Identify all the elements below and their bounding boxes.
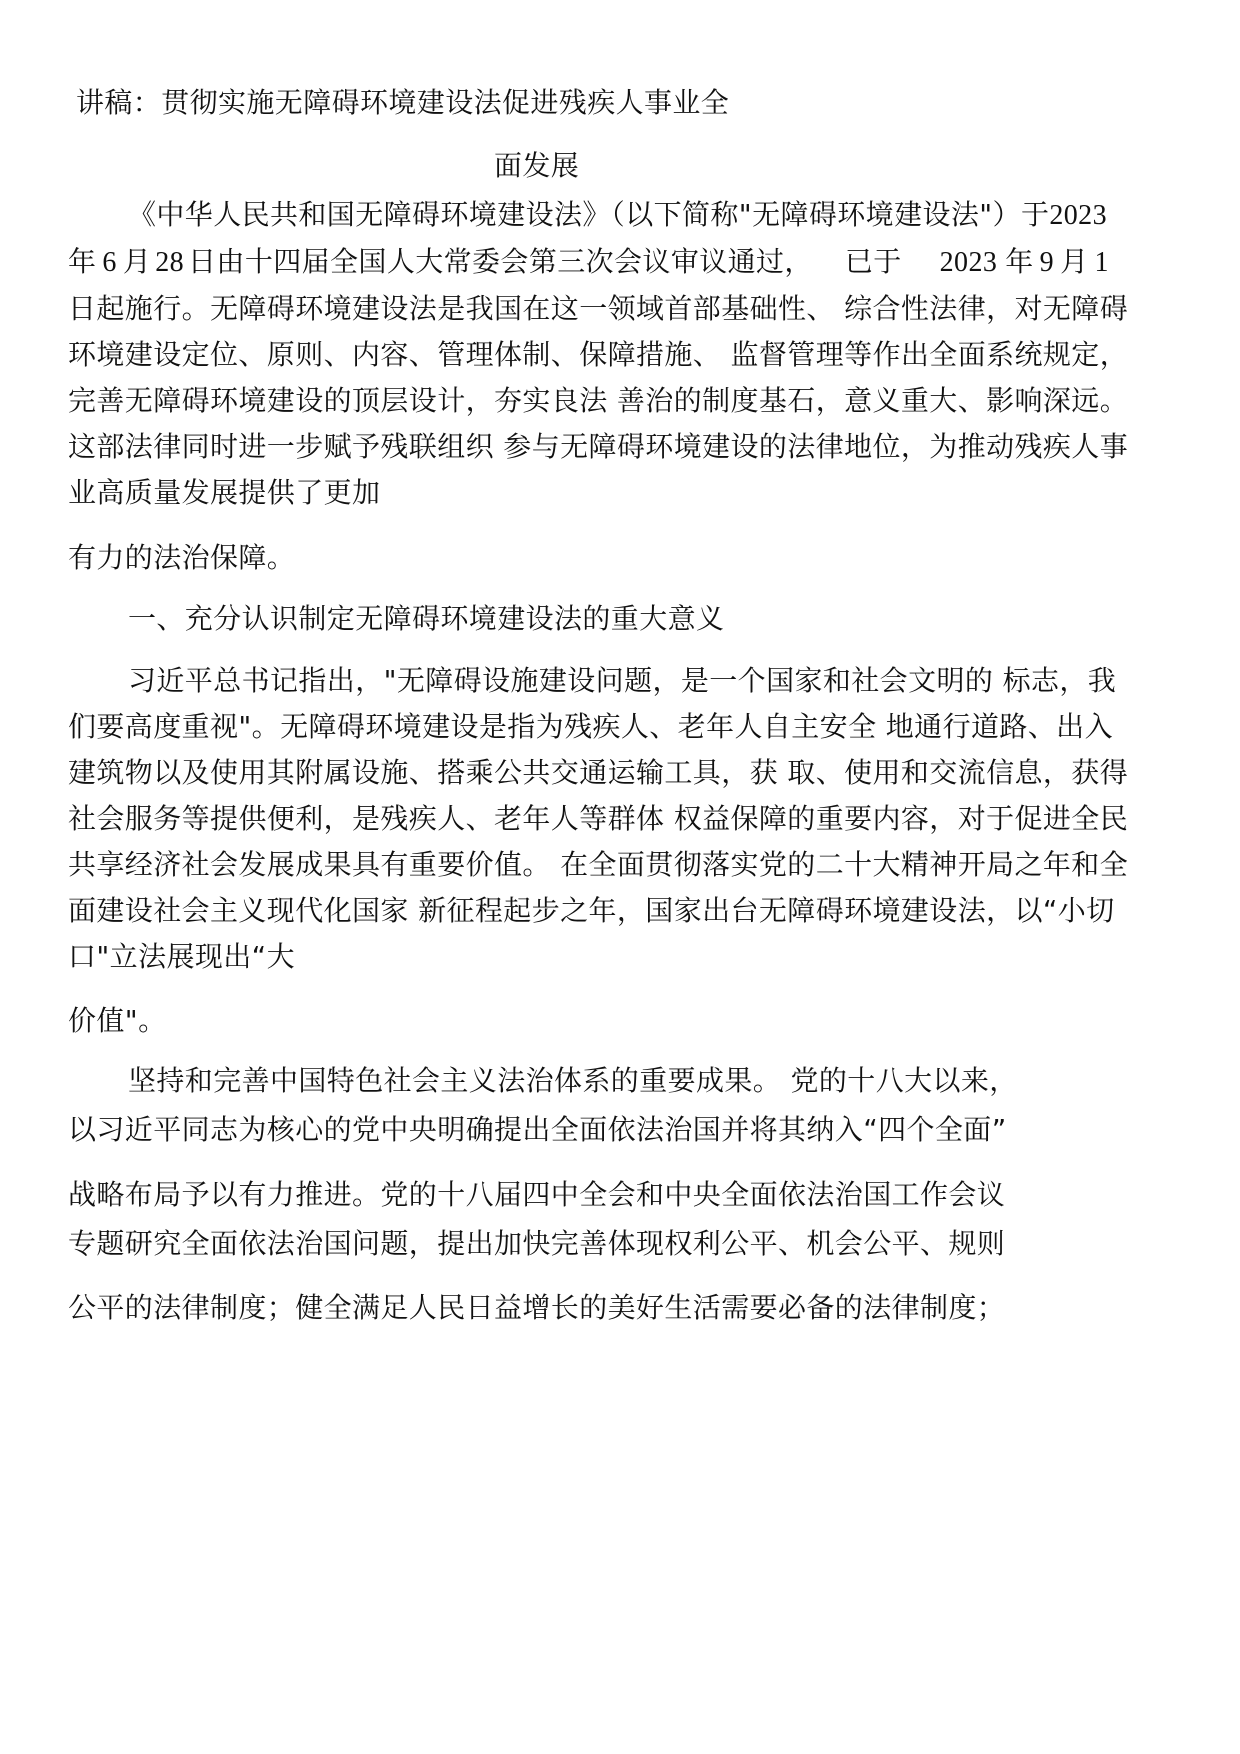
para1-line-1-text: 《中华人民共和国无障碍环境建设法》（以下简称"无障碍环境建设法"）于	[128, 198, 1050, 231]
para3-line-1: 坚持和完善中国特色社会主义法治体系的重要成果。 党的十八大以来，	[128, 1064, 1018, 1097]
section-1-heading: 一、充分认识制定无障碍环境建设法的重大意义	[128, 602, 725, 635]
para1-month: 6	[102, 247, 117, 278]
para2-line-1: 习近平总书记指出，"无障碍设施建设问题，是一个国家和社会文明的 标志，我	[128, 664, 1117, 697]
para2-line-7: 口"立法展现出“大	[68, 940, 295, 973]
para2-line-4: 社会服务等提供便利，是残疾人、老年人等群体 权益保障的重要内容，对于促进全民	[68, 802, 1129, 835]
title-line-1: 讲稿：贯彻实施无障碍环境建设法促进残疾人事业全	[76, 86, 730, 119]
para1-line-6: 这部法律同时进一步赋予残联组织 参与无障碍环境建设的法律地位，为推动残疾人事	[68, 430, 1129, 463]
para3-line-3: 战略布局予以有力推进。党的十八届四中全会和中央全面依法治国工作会议	[68, 1178, 1006, 1211]
para1-day: 28	[155, 247, 185, 278]
para1-l2-d: 已于	[844, 245, 902, 278]
para2-line-6: 面建设社会主义现代化国家 新征程起步之年，国家出台无障碍环境建设法，以“小切	[68, 894, 1115, 927]
para1-line-1	[128, 197, 1107, 234]
para2-line-8: 价值"。	[68, 1004, 167, 1037]
para1-l2-a: 年	[68, 245, 97, 278]
para3-line-5: 公平的法律制度；健全满足人民日益增长的美好生活需要必备的法律制度；	[68, 1291, 1006, 1324]
para1-line-5: 完善无障碍环境建设的顶层设计，夯实良法 善治的制度基石，意义重大、影响深远。	[68, 384, 1129, 417]
para1-year-2: 2023	[939, 247, 998, 278]
para2-line-3: 建筑物以及使用其附属设施、搭乘公共交通运输工具，获 取、使用和交流信息，获得	[68, 756, 1129, 789]
title-line-2: 面发展	[494, 149, 580, 182]
para1-l2-e: 年	[1005, 245, 1034, 278]
para1-line-7: 业高质量发展提供了更加	[68, 476, 381, 509]
para1-line-4: 环境建设定位、原则、内容、管理体制、保障措施、 监督管理等作出全面系统规定，	[68, 338, 1129, 371]
para1-line-8: 有力的法治保障。	[68, 541, 296, 574]
para3-line-2: 以习近平同志为核心的党中央明确提出全面依法治国并将其纳入“四个全面”	[68, 1113, 1007, 1146]
para2-line-5: 共享经济社会发展成果具有重要价值。 在全面贯彻落实党的二十大精神开局之年和全	[68, 848, 1129, 881]
para1-month-2: 9	[1039, 247, 1055, 278]
para1-year: 2023	[1049, 200, 1107, 231]
para2-line-2: 们要高度重视"。无障碍环境建设是指为残疾人、老年人自主安全 地通行道路、出入	[68, 710, 1113, 743]
para1-day-2: 1	[1094, 247, 1109, 278]
para1-l2-b: 月	[122, 245, 152, 278]
para1-line-2	[68, 244, 1109, 281]
para1-line-3: 日起施行。无障碍环境建设法是我国在这一领域首部基础性、 综合性法律，对无障碍	[68, 292, 1129, 325]
para3-line-4: 专题研究全面依法治国问题，提出加快完善体现权利公平、机会公平、规则	[68, 1227, 1006, 1260]
para1-l2-c: 日由十四届全国人大常委会第三次会议审议通过，	[188, 245, 813, 278]
para1-l2-f: 月	[1060, 245, 1089, 278]
